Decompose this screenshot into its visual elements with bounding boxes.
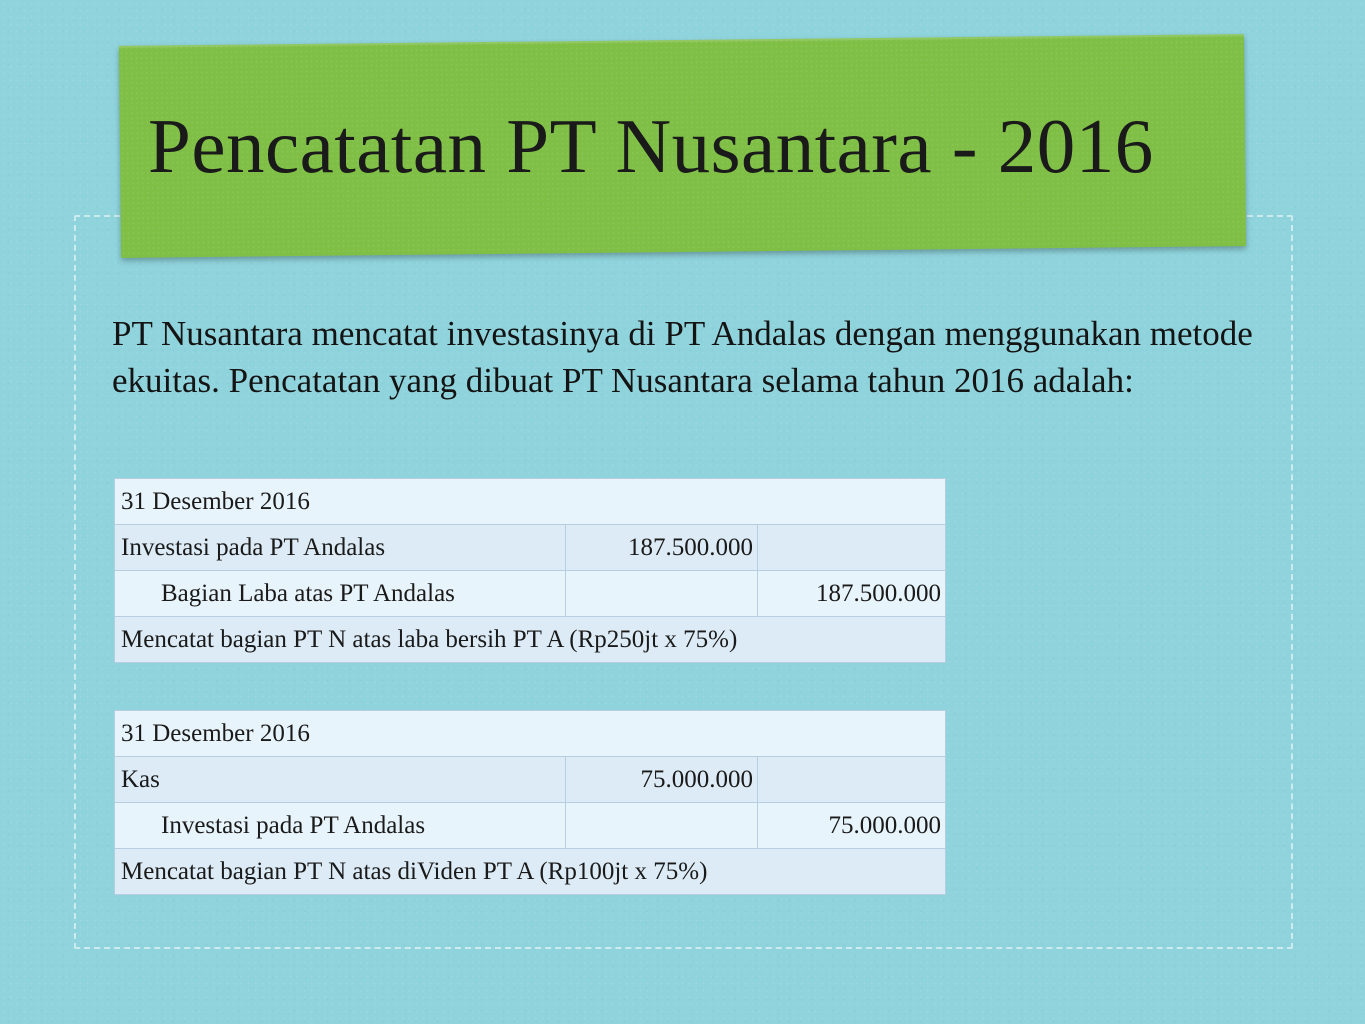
table-row	[115, 525, 946, 571]
table-row	[115, 711, 946, 757]
credit-amount: 187.500.000	[758, 571, 946, 617]
table-row	[115, 757, 946, 803]
empty-credit-cell	[758, 757, 946, 803]
credit-account: Investasi pada PT Andalas	[115, 803, 566, 849]
debit-amount: 75.000.000	[566, 757, 758, 803]
table-row	[115, 571, 946, 617]
intro-text: PT Nusantara mencatat investasinya di PT Andalas dengan menggunakan metode ekuitas. Pencatatan yang dibuat PT Nusantara selama tahun 2016 adalah:	[112, 314, 1253, 400]
table-row	[115, 479, 946, 525]
entry-note: Mencatat bagian PT N atas diViden PT A (Rp100jt x 75%)	[115, 849, 946, 895]
credit-amount: 75.000.000	[758, 803, 946, 849]
empty-credit-cell	[758, 525, 946, 571]
journal-entry-table	[114, 710, 946, 895]
slide-title: Pencatatan PT Nusantara - 2016	[148, 103, 1154, 189]
credit-account: Bagian Laba atas PT Andalas	[115, 571, 566, 617]
table-row	[115, 803, 946, 849]
table-row	[115, 849, 946, 895]
entry-date: 31 Desember 2016	[115, 711, 946, 757]
debit-amount: 187.500.000	[566, 525, 758, 571]
debit-account: Investasi pada PT Andalas	[115, 525, 566, 571]
entry-date: 31 Desember 2016	[115, 479, 946, 525]
table-row	[115, 617, 946, 663]
empty-debit-cell	[566, 571, 758, 617]
entry-note: Mencatat bagian PT N atas laba bersih PT A (Rp250jt x 75%)	[115, 617, 946, 663]
empty-debit-cell	[566, 803, 758, 849]
journal-entry-table	[114, 478, 946, 663]
debit-account: Kas	[115, 757, 566, 803]
